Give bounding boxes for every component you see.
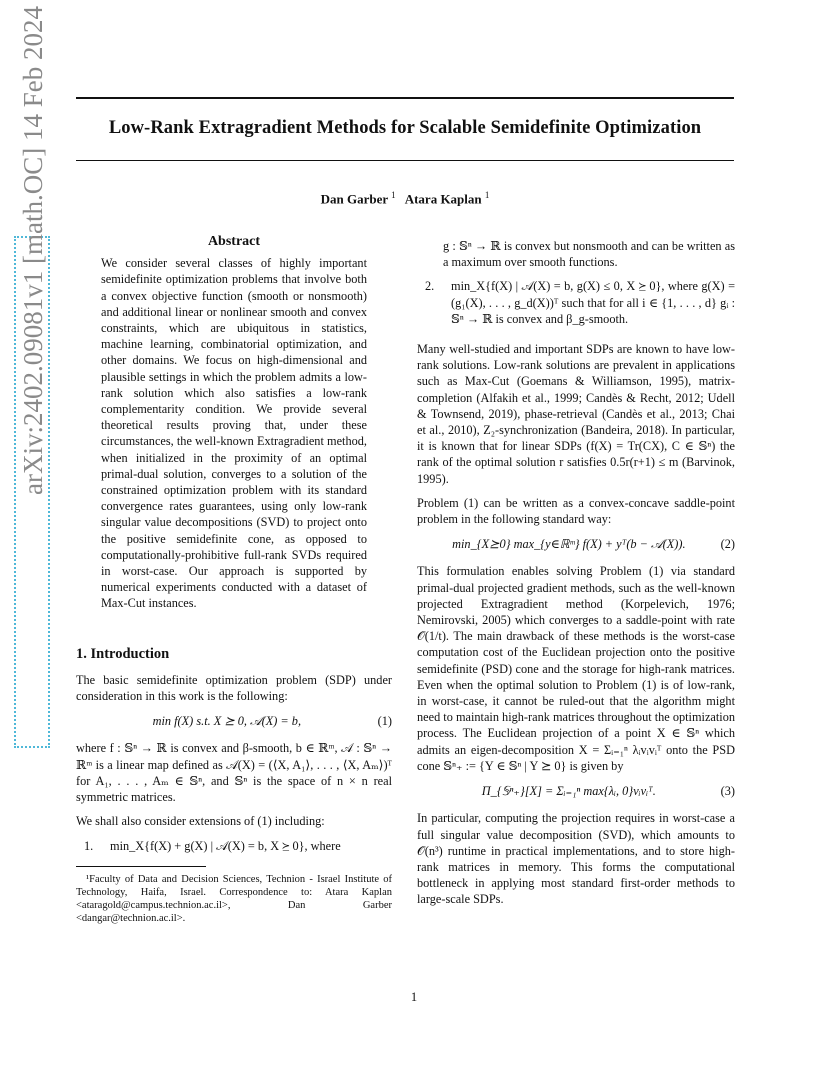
- equation-body: min f(X) s.t. X ⪰ 0, 𝒜(X) = b,: [152, 714, 302, 729]
- author-line: [76, 190, 734, 207]
- equation: [417, 536, 735, 552]
- list-continuation: g : 𝕊ⁿ → ℝ is convex but nonsmooth and can be written as a maximum over smooth functions.: [443, 239, 735, 270]
- equation-number: (1): [377, 714, 392, 729]
- paragraph: Many well-studied and important SDPs are known to have low-rank solutions. Low-rank solutions are prevalent in applications such as Max-Cut (Goemans & Williamson, 1995), matrix-completion (Alfakih et al., 1999; Candès & Recht, 2012; Udell & Townsend, 2019), phase-retrieval (Candès et al., 2013; Chai et al., 2010), Z₂-synchronization (Bandeira, 2018). In particular, it is known that for linear SDPs (f(X) = Tr(CX), C ∈ 𝕊ⁿ) the rank of the optimal solution r satisfies 0.5r(r+1) ≤ m (Barvinok, 1995).: [417, 342, 735, 486]
- equation-body: min_{X⪰0} max_{y∈ℝᵐ} f(X) + yᵀ(b − 𝒜(X)).: [452, 537, 686, 552]
- paragraph: In particular, computing the projection requires in worst-case a full singular value decomposition (SVD), which amounts to 𝒪(n³) runtime in practical implementations, and to store high-rank matrices in memory. This forms the computational bottleneck in applying most standard first-order methods to large-scale SDPs.: [417, 811, 735, 907]
- right-column: [417, 238, 735, 916]
- abstract-text: We consider several classes of highly important semidefinite optimization problems that involve both a convex objective function (smooth or nonsmooth) and additional linear or nonlinear smooth and convex constraints, which are ubiquitous in statistics, machine learning, combinatorial optimization, and other domains. We focus on high-dimensional and plausible settings in which the problem admits a low-rank solution which also satisfies a low-rank complementarity condition. We provide several theoretical results proving that, under these circumstances, the well-known Extragradient method, when initialized in the proximity of an optimal primal-dual solution, converges to a solution of the constrained optimization problem with its standard convergence rates guarantees, using only low-rank singular value decompositions (SVD) to project onto the positive semidefinite cone, as opposed to computationally-prohibitive full-rank SVDs required in worst-case. Our approach is supported by numerical experiments conducted with a dataset of Max-Cut instances.: [101, 256, 367, 611]
- title-bottom-rule: [76, 160, 734, 161]
- footnote: ¹Faculty of Data and Decision Sciences, Technion - Israel Institute of Technology, Haifa, Israel. Correspondence to: Atara Kaplan <ataragold@campus.technion.ac.il>, Dan Garber <dangar@technion.ac.il>.: [76, 873, 392, 924]
- footnote-rule: [76, 866, 206, 867]
- paper-title: Low-Rank Extragradient Methods for Scalable Semidefinite Optimization: [108, 118, 702, 138]
- list-number: 2.: [425, 279, 435, 294]
- author-affiliation: 1: [484, 190, 490, 200]
- section-heading: 1. Introduction: [76, 645, 170, 662]
- author-name: Atara Kaplan: [404, 191, 482, 207]
- paragraph: This formulation enables solving Problem (1) via standard primal-dual projected gradient methods, such as the well-known projected Extragradient method (Korpelevich, 1976; Nemirovski, 2005) which converges to a saddle-point with rate 𝒪(1/t). The main drawback of these methods is the worst-case computation cost of the Euclidean projection onto the positive semidefinite (PSD) cone and the storage for high-rank matrices. Even when the optimal solution to Problem (1) is of low-rank, in worst-case, it cannot be ruled-out that the algorithm might need to maintain high-rank matrices throughout the optimization process. The Euclidean projection of a point X ∈ 𝕊ⁿ which admits an eigen-decomposition X = Σᵢ₌₁ⁿ λᵢvᵢvᵢᵀ onto the PSD cone 𝕊ⁿ₊ := {Y ∈ 𝕊ⁿ | Y ⪰ 0} is given by: [417, 564, 735, 773]
- equation-number: (3): [720, 784, 735, 799]
- title-top-rule: [76, 97, 734, 99]
- list-text: min_X{f(X) + g(X) | 𝒜(X) = b, X ⪰ 0}, where: [110, 838, 341, 853]
- list-text: min_X{f(X) | 𝒜(X) = b, g(X) ≤ 0, X ⪰ 0}, where g(X) = (g₁(X), . . . , g_d(X))ᵀ such that for all i ∈ {1, . . . , d} gᵢ : 𝕊ⁿ → ℝ is convex and β_g-smooth.: [451, 279, 735, 326]
- paragraph: Problem (1) can be written as a convex-concave saddle-point problem in the following standard way:: [417, 495, 735, 527]
- paragraph: We shall also consider extensions of (1) including:: [76, 814, 325, 829]
- equation-body: Π_{𝕊ⁿ₊}[X] = Σᵢ₌₁ⁿ max{λᵢ, 0}vᵢvᵢᵀ.: [481, 784, 656, 799]
- paragraph: where f : 𝕊ⁿ → ℝ is convex and β-smooth, b ∈ ℝᵐ, 𝒜 : 𝕊ⁿ → ℝᵐ is a linear map defined as 𝒜(X) = (⟨X, A₁⟩, . . . , ⟨X, Aₘ⟩)ᵀ for A₁, . . . , Aₘ ∈ 𝕊ⁿ, and 𝕊ⁿ is the space of n × n real symmetric matrices.: [76, 741, 392, 805]
- paragraph: The basic semidefinite optimization problem (SDP) under consideration in this work is the following:: [76, 672, 392, 704]
- equation: [76, 713, 392, 729]
- equation: [417, 783, 735, 799]
- page-number: 1: [410, 990, 418, 1004]
- abstract-heading: Abstract: [207, 234, 261, 249]
- equation-number: (2): [720, 537, 735, 552]
- list-item: [417, 278, 735, 327]
- list-item: [76, 838, 392, 854]
- list-number: 1.: [84, 838, 94, 853]
- author-name: Dan Garber: [320, 191, 388, 207]
- author-affiliation: 1: [391, 190, 396, 200]
- arxiv-stamp: arXiv:2402.09081v1 [math.OC] 14 Feb 2024: [18, 6, 48, 495]
- left-column: [76, 234, 392, 925]
